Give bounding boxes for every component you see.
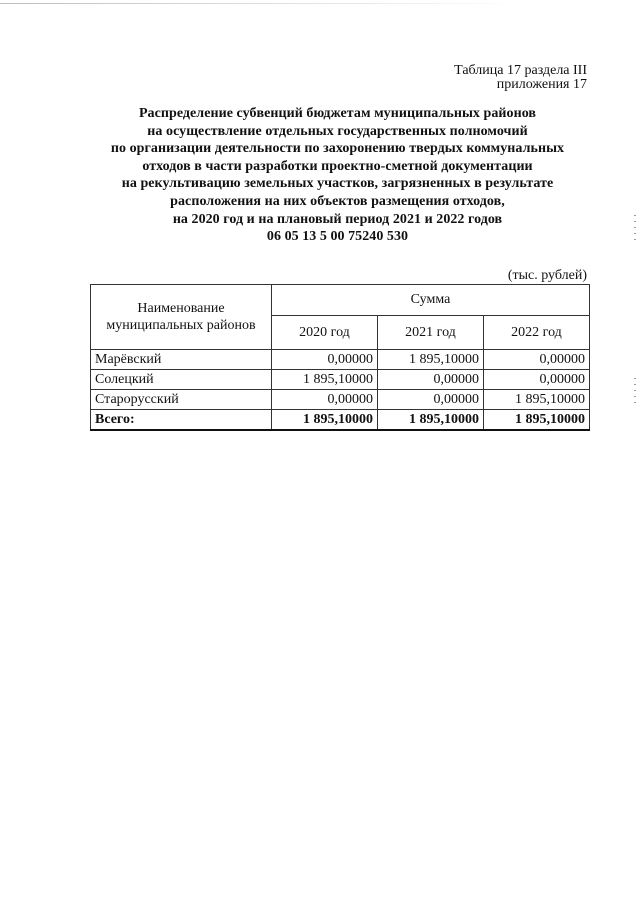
total-2020: 1 895,10000 (271, 410, 377, 431)
value-2022: 0,00000 (483, 350, 589, 370)
total-row (91, 410, 590, 431)
total-label: Всего: (91, 410, 272, 431)
budget-code: 06 05 13 5 00 75240 530 (266, 229, 409, 245)
header-year-2021: 2021 год (377, 316, 483, 350)
value-2020: 1 895,10000 (271, 370, 377, 390)
district-name: Старорусский (91, 390, 272, 410)
margin-dots-upper (634, 215, 636, 243)
table-row (91, 390, 590, 410)
scan-artifact-line (0, 3, 520, 4)
header-district-name: Наименование муниципальных районов (91, 285, 272, 350)
value-2021: 0,00000 (377, 370, 483, 390)
caption-line-1: Таблица 17 раздела III (454, 63, 587, 78)
title-line-2: на осуществление отдельных государственных полномочий (147, 123, 528, 139)
subvention-table (90, 284, 590, 431)
value-2020: 0,00000 (271, 350, 377, 370)
title-line-7: на 2020 год и на плановый период 2021 и 2022 годов (172, 211, 503, 227)
value-2020: 0,00000 (271, 390, 377, 410)
title-line-1: Распределение субвенций бюджетам муниципальных районов (138, 106, 537, 121)
district-name: Солецкий (91, 370, 272, 390)
value-2021: 0,00000 (377, 390, 483, 410)
table-caption (454, 64, 587, 92)
margin-dots-lower (634, 378, 636, 404)
title-line-4: отходов в части разработки проектно-сметной документации (142, 158, 533, 174)
total-2021: 1 895,10000 (377, 410, 483, 431)
header-year-2022: 2022 год (483, 316, 589, 350)
value-2022: 0,00000 (483, 370, 589, 390)
header-year-2020: 2020 год (271, 316, 377, 350)
title-line-5: на рекультивацию земельных участков, загрязненных в результате (121, 176, 554, 192)
caption-line-2: приложения 17 (496, 77, 587, 92)
table-row (91, 370, 590, 390)
header-sum: Сумма (271, 285, 589, 316)
title-line-6: расположения на них объектов размещения отходов, (170, 193, 505, 209)
title-line-3: по организации деятельности по захоронению твердых коммунальных (110, 141, 565, 157)
total-2022: 1 895,10000 (483, 410, 589, 431)
district-name: Марёвский (91, 350, 272, 370)
table-row (91, 350, 590, 370)
value-2022: 1 895,10000 (483, 390, 589, 410)
value-2021: 1 895,10000 (377, 350, 483, 370)
document-title (60, 105, 615, 246)
units-label: (тыс. рублей) (507, 268, 587, 283)
